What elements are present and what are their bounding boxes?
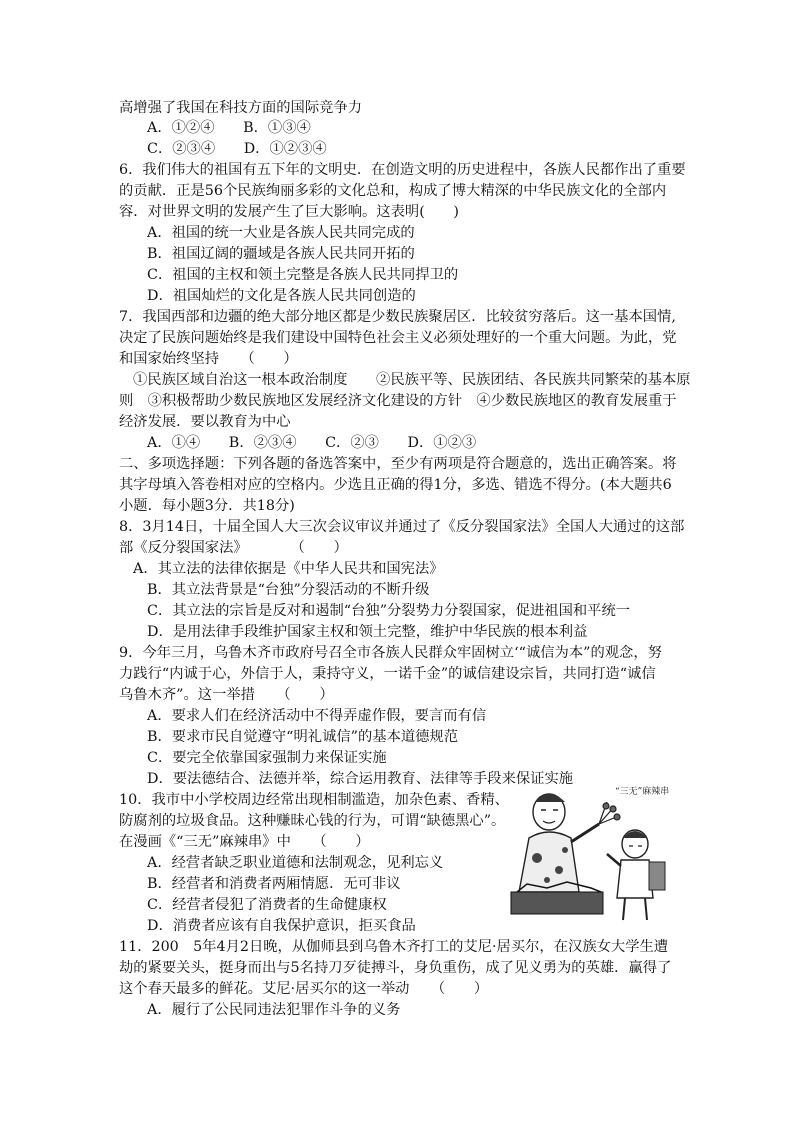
answer-option: A．履行了公民同违法犯罪作斗争的义务	[147, 1002, 401, 1018]
answer-option: D．是用法律手段维护国家主权和领土完整，维护中华民族的根本利益	[147, 624, 588, 640]
answer-option: B．经营者和消费者两厢情愿．无可非议	[147, 876, 401, 892]
text-line: 防腐剂的垃圾食品。这种赚昧心钱的行为，可谓“缺德黑心”。	[119, 813, 506, 829]
answer-option: C．②③④ D．①②③④	[147, 141, 327, 157]
answer-option: C．祖国的主权和领土完整是各族人民共同捍卫的	[147, 267, 459, 283]
text-line: 乌鲁木齐”。这一举措 （ ）	[119, 687, 334, 703]
cartoon-caption: “三无”麻辣串	[615, 787, 670, 797]
answer-option: A．祖国的统一大业是各族人民共同完成的	[147, 225, 415, 241]
cartoon-illustration-icon	[507, 780, 677, 925]
answer-option: A．其立法的法律依据是《中华人民共和国宪法》	[133, 561, 444, 577]
question-10: 10．我市中小学校周边经常出现相制滥造，加杂色素、香精、	[119, 792, 509, 808]
text-line: 在漫画《“三无”麻辣串》中 （ ）	[119, 834, 370, 850]
question-8: 8．3月14日，十届全国人大三次会议审议并通过了《反分裂国家法》全国人大通过的这部	[119, 519, 685, 535]
question-7: 7．我国西部和边疆的绝大部分地区都是少数民族聚居区．比较贫穷落后。这一基本国情,	[119, 309, 676, 325]
answer-option: D．祖国灿烂的文化是各族人民共同创造的	[147, 288, 416, 304]
answer-option: A．经营者缺乏职业道德和法制观念，见利忘义	[147, 855, 444, 871]
text-line: 劫的紧要关头，挺身而出与5名持刀歹徒搏斗，身负重伤，成了见义勇为的英雄．赢得了	[119, 960, 672, 976]
text-line: 的贡献．正是56个民族绚丽多彩的文化总和，构成了博大精深的中华民族文化的全部内	[119, 183, 667, 199]
answer-option: A．要求人们在经济活动中不得弄虚作假，要言而有信	[147, 708, 487, 724]
text-line: 和国家始终坚持 （ ）	[119, 351, 298, 367]
text-line: 力践行“内诚于心，外信于人，秉持守义，一诺千金”的诚信建设宗旨，共同打造“诚信	[119, 666, 656, 682]
answer-option: A．①④ B．②③④ C．②③ D．①②③	[147, 435, 477, 451]
text-line: 则 ③积极帮助少数民族地区发展经济文化建设的方针 ④少数民族地区的教育发展重于	[119, 393, 677, 409]
answer-option: A．①②④ B．①③④	[147, 120, 311, 136]
question-11: 11．200 5年4月2日晚，从伽师县到乌鲁木齐打工的艾尼·居买尔，在汉族女大学生遭	[119, 939, 669, 955]
text-line: ①民族区域自治这一根本政治制度 ②民族平等、民族团结、各民族共同繁荣的基本原	[133, 372, 691, 388]
text-line: 小题．每小题3分．共18分)	[119, 498, 295, 514]
answer-option: B．要求市民自觉遵守“明礼诚信”的基本道德规范	[147, 729, 459, 745]
answer-option: D．消费者应该有自我保护意识，拒买食品	[147, 918, 416, 934]
answer-option: C．要完全依靠国家强制力来保证实施	[147, 750, 387, 766]
text-line: 这个春天最多的鲜花。艾尼·居买尔的这一举动 （ ）	[119, 981, 489, 997]
answer-option: C．经营者侵犯了消费者的生命健康权	[147, 897, 387, 913]
answer-option: B．其立法背景是“台独”分裂活动的不断升级	[147, 582, 430, 598]
text-line: 容．对世界文明的发展产生了巨大影响。这表明( )	[119, 204, 459, 220]
answer-option: D．要法德结合、法德并举，综合运用教育、法律等手段来保证实施	[147, 771, 574, 787]
section-heading: 二、多项选择题：下列各题的备选答案中，至少有两项是符合题意的，选出正确答案。将	[119, 456, 677, 472]
text-line: 高增强了我国在科技方面的国际竞争力	[119, 100, 363, 116]
text-line: 经济发展．要以教育为中心	[119, 414, 291, 430]
text-line: 部《反分裂国家法》 （ ）	[119, 540, 348, 556]
text-line: 其字母填入答卷相对应的空格内。少选且正确的得1分，多选、错选不得分。(本大题共6	[119, 477, 672, 493]
question-9: 9．今年三月，乌鲁木齐市政府号召全市各族人民群众牢固树立‘“诚信为本”的观念，努	[119, 645, 662, 661]
answer-option: C．其立法的宗旨是反对和遏制“台独”分裂势力分裂国家，促进祖国和平统一	[147, 603, 631, 619]
answer-option: B．祖国辽阔的疆域是各族人民共同开拓的	[147, 246, 415, 262]
question-6: 6．我们伟大的祖国有五下年的文明史．在创造文明的历史进程中，各族人民都作出了重要	[119, 162, 686, 178]
text-line: 决定了民族问题始终是我们建设中国特色社会主义必须处理好的一个重大问题。为此，党	[119, 330, 677, 346]
